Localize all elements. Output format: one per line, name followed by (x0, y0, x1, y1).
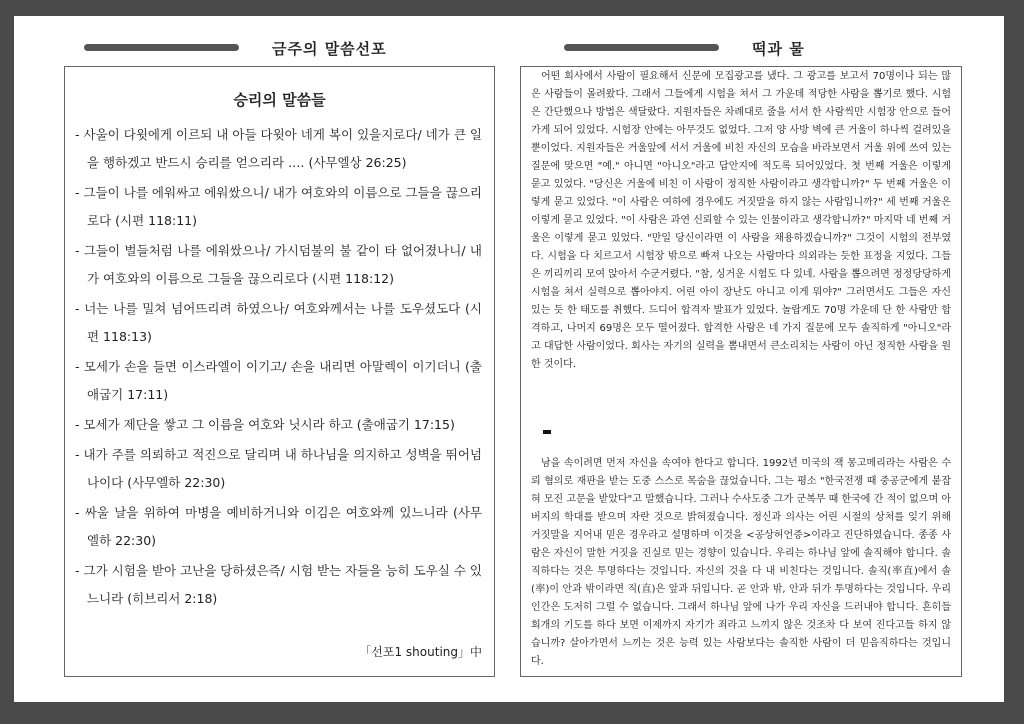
verse-item: - 모세가 제단을 쌓고 그 이름을 여호와 닛시라 하고 (출애굽기 17:15) (75, 417, 455, 432)
bread-and-water-box (520, 66, 962, 677)
verse-item: - 사울이 다윗에게 이르되 내 아들 다윗아 네게 복이 있을지로다/ 네가 큰 일을 행하겠고 반드시 승리를 얻으리라 …. (사무엘상 26:25) (75, 127, 482, 170)
verse-item: - 그가 시험을 받아 고난을 당하셨은즉/ 시험 받는 자들을 능히 도우실 수 있느니라 (히브리서 2:18) (75, 563, 482, 606)
sermon-verses-box (64, 66, 495, 677)
right-header-bar (564, 44, 719, 51)
verse-item: - 그들이 나를 에워싸고 에워쌌으니/ 내가 여호와의 이름으로 그들을 끊으리로다 (시편 118:11) (75, 185, 482, 228)
document-page (14, 16, 1004, 702)
left-column-header (14, 38, 504, 58)
verse-item: - 내가 주를 의뢰하고 적진으로 달리며 내 하나님을 의지하고 성벽을 뛰어넘나이다 (사무엘하 22:30) (75, 447, 482, 490)
reflection-paragraph: 남을 속이려면 먼저 자신을 속여야 한다고 합니다. 1992년 미국의 잭 몽고메리라는 사람은 수뢰 혐의로 재판을 받는 도중 스스로 목숨을 끊었습니다. 그는 평소 "한국전쟁 때 중공군에게 붙잡혀 모진 고문을 받았다"고 말했습니다. 그러나 수사도중 그가 군복무 때 한국에 간 적이 없으며 아버지의 학대를 받으며 자란 것으로 밝혀졌습니다. 정신과 의사는 어린 시절의 상처를 잊기 위해 거짓말을 지어내 믿은 경우라고 설명하며 이것을 <공상허언증>이라고 진단하였습니다. 종종 사람은 자신이 말한 거짓을 진실로 믿는 경향이 있습니다. 우리는 하나님 앞에 솔직해야 합니다. 솔직하다는 것은 투명하다는 것입니다. 자신의 것을 다 내 비친다는 것입니다. 솔직(率直)에서 솔(率)이 안과 밖이라면 직(直)은 앞과 뒤입니다. 곧 안과 밖, 안과 뒤가 투명하다는 것입니다. 우리 인간은 도저히 그럴 수 없습니다. 그래서 하나님 앞에 나가 우리 자신을 드러내야 합니다. 흔히들 회개의 기도를 하다 보면 이제까지 자기가 죄라고 느끼지 않은 것조차 다 보여 진다고들 하지 않습니까? 살아가면서 느끼는 것은 능력 있는 사람보다는 솔직한 사람이 더 믿음직하다는 것입니다. (531, 458, 951, 667)
story-paragraph: 어떤 회사에서 사람이 필요해서 신문에 모집광고를 냈다. 그 광고를 보고서 70명이나 되는 많은 사람들이 몰려왔다. 그래서 그들에게 시험을 쳐서 그 가운데 적당한 사람을 뽑기로 했다. 시험은 간단했으나 방법은 색달랐다. 지원자들은 차례대로 줄을 서서 한 사람씩만 시험장 안으로 들어가게 되어 있었다. 시험장 안에는 아무것도 없었다. 그저 양 사방 벽에 큰 거울이 하나씩 걸려있을 뿐이었다. 지원자들은 거울앞에 서서 거울에 비친 자신의 모습을 바라보면서 거울 위에 쓰여 있는 질문에 맞으면 "예." 아니면 "아니오"라고 답안지에 적도록 되어있었다. 첫 번째 거울은 이렇게 묻고 있었다. "당신은 거울에 비친 이 사람이 정직한 사람이라고 생각합니까?" 두 번째 거울은 이렇게 묻고 있었다. "이 사람은 여하에 경우에도 거짓말을 하지 않는 사람입니까?" 세 번째 거울은 이렇게 묻고 있었다. "이 사람은 과연 신뢰할 수 있는 인물이라고 생각합니까?" 마지막 네 번째 거울은 이렇게 묻고 있었다. "만일 당신이라면 이 사람을 채용하겠습니까?" 그것이 시험의 전부였다. 시험을 다 치르고서 시험장 밖으로 빠져 나오는 사람마다 의외라는 듯한 표정을 지었다. 그들은 끼리끼리 모여 앉아서 수군거렸다. "참, 싱거운 시험도 다 있네. 사람을 뽑으려면 정정당당하게 시험을 쳐서 실력으로 뽑아야지. 어린 아이 장난도 아니고 이게 뭐야?" 그러면서도 그들은 자신 있는 듯 한 태도를 취했다. 드디어 합격자 발표가 있었다. 놀랍게도 70명 가운데 단 한 사람만 합격하고, 나머지 69명은 모두 떨어졌다. 합격한 사람은 네 가지 질문에 모두 솔직하게 "아니오"라고 대답한 사람이었다. 회사는 자기의 실력을 뽐내면서 큰소리치는 사람이 아닌 정직한 사람을 원한 것이다. (531, 71, 951, 370)
left-header-bar (84, 44, 239, 51)
left-header-title: 금주의 말씀선포 (272, 40, 387, 58)
right-column-header (514, 38, 1004, 58)
verse-item: - 모세가 손을 들면 이스라엘이 이기고/ 손을 내리면 아말렉이 이기더니 (출애굽기 17:11) (75, 359, 482, 402)
right-header-title: 떡과 물 (752, 40, 805, 58)
verse-item: - 싸울 날을 위하여 마병을 예비하거니와 이김은 여호와께 있느니라 (사무엘하 22:30) (75, 505, 482, 548)
source-credit: 「선포1 shouting」中 (359, 645, 482, 659)
verse-item: - 너는 나를 밀쳐 넘어뜨리려 하였으나/ 여호와께서는 나를 도우셨도다 (시편 118:13) (75, 301, 482, 344)
verse-item: - 그들이 벌들처럼 나를 에워쌌으나/ 가시덤불의 불 같이 타 없어졌나니/ 내가 여호와의 이름으로 그들을 끊으리로다 (시편 118:12) (75, 243, 482, 286)
sermon-title: 승리의 말씀들 (233, 91, 326, 109)
verse-list (75, 121, 482, 615)
section-divider-mark (543, 430, 551, 434)
